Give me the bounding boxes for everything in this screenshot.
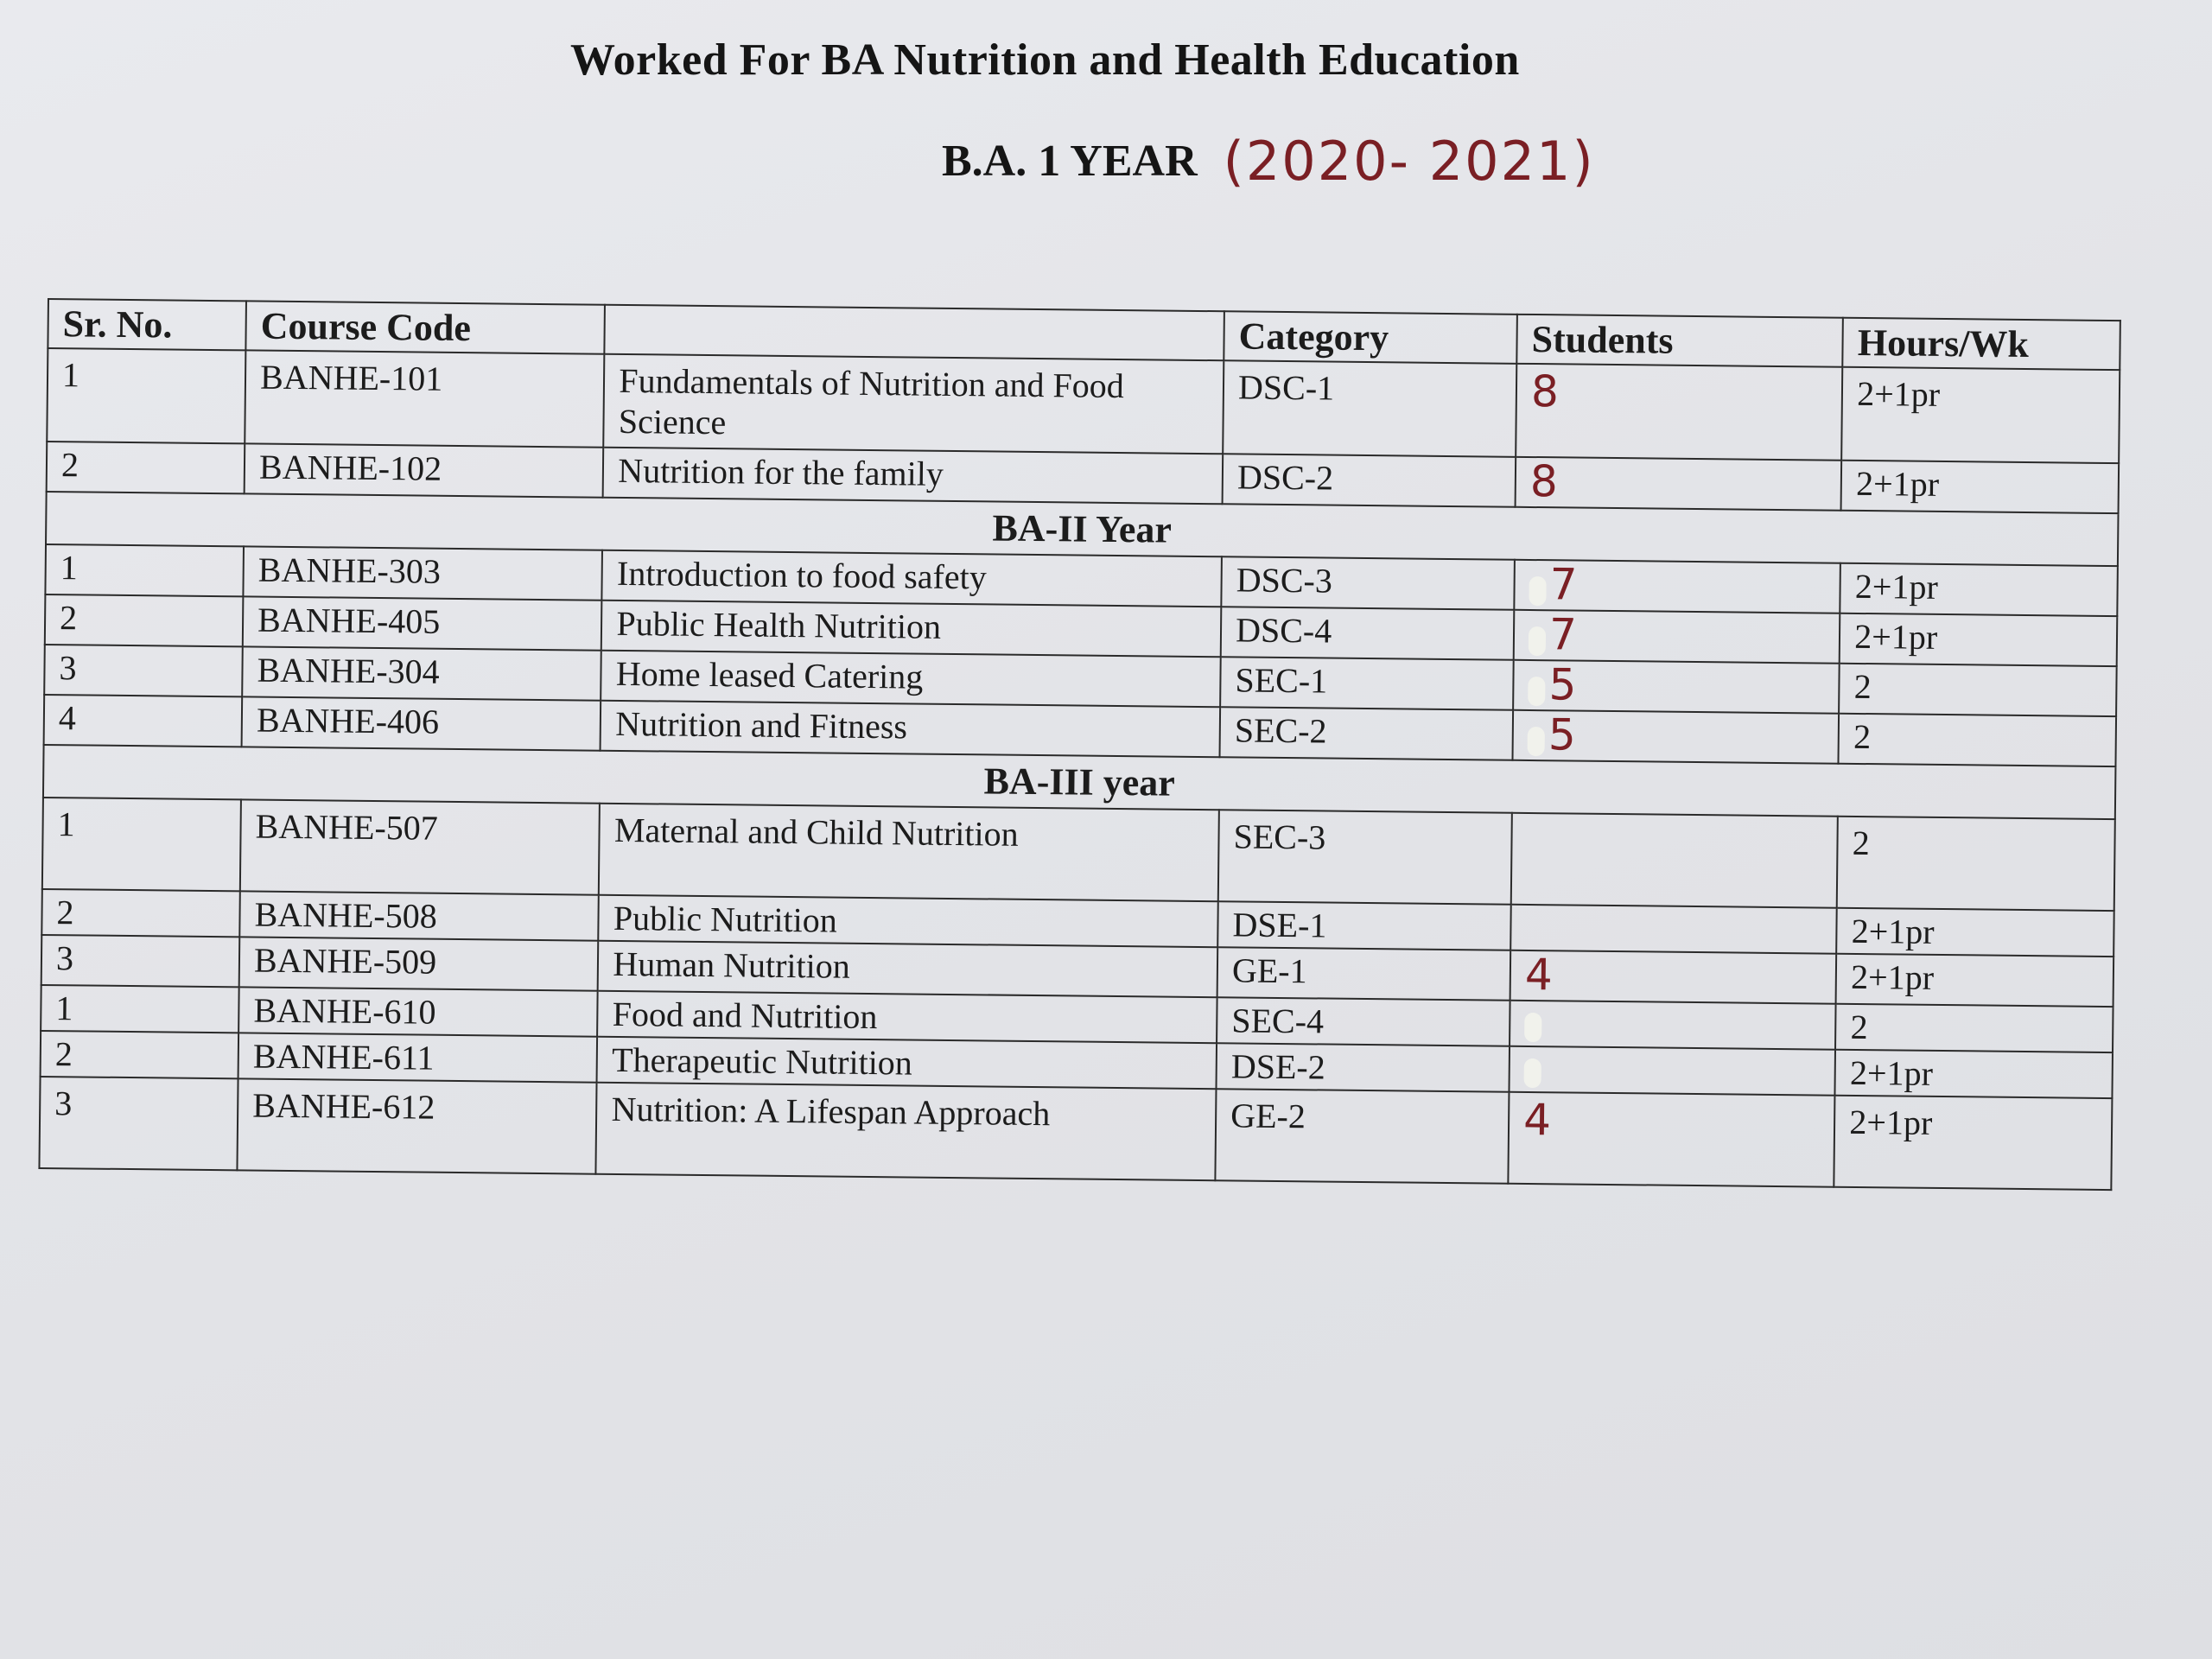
correction-fluid-mark xyxy=(1529,576,1546,606)
hours-cell: 2+1pr xyxy=(1841,367,2120,463)
hours-cell: 2 xyxy=(1837,817,2115,911)
course-title-cell: Public Health Nutrition xyxy=(601,601,1221,658)
section-heading-ba-iii: BA-III year xyxy=(43,745,2116,819)
course-code-cell: BANHE-612 xyxy=(238,1078,597,1173)
students-cell xyxy=(1513,710,1840,764)
hours-cell: 2+1pr xyxy=(1840,563,2118,616)
category-cell: SEC-2 xyxy=(1220,707,1514,760)
students-cell xyxy=(1510,1001,1836,1050)
correction-fluid-mark xyxy=(1528,727,1545,756)
sr-no-cell: 1 xyxy=(42,798,241,891)
students-cell xyxy=(1514,610,1840,664)
hours-cell: 2+1pr xyxy=(1836,954,2113,1007)
category-cell: SEC-4 xyxy=(1217,997,1510,1046)
category-cell: DSE-2 xyxy=(1217,1043,1510,1092)
sr-no-cell: 3 xyxy=(44,645,243,696)
handwritten-students: 4 xyxy=(1522,1094,1552,1146)
subtitle-row xyxy=(942,130,1595,193)
hours-cell: 2 xyxy=(1839,664,2116,716)
handwritten-students: 4 xyxy=(1524,949,1554,1001)
header-course-title xyxy=(605,305,1224,361)
category-cell: GE-2 xyxy=(1215,1089,1509,1184)
course-code-cell: BANHE-101 xyxy=(245,350,604,447)
handwritten-students: 7 xyxy=(1548,609,1578,660)
students-cell xyxy=(1516,364,1842,461)
course-title-cell: Nutrition and Fitness xyxy=(601,701,1220,758)
header-category: Category xyxy=(1224,311,1517,364)
sr-no-cell: 2 xyxy=(41,889,240,937)
course-code-cell: BANHE-405 xyxy=(243,596,602,650)
students-cell xyxy=(1510,905,1837,954)
course-code-cell: BANHE-102 xyxy=(245,443,604,497)
category-cell: DSC-4 xyxy=(1221,607,1515,660)
course-code-cell: BANHE-406 xyxy=(242,696,601,750)
category-cell: GE-1 xyxy=(1217,947,1511,1001)
header-sr-no: Sr. No. xyxy=(48,299,246,350)
category-cell: DSC-1 xyxy=(1223,360,1516,457)
course-code-cell: BANHE-508 xyxy=(239,891,599,940)
hours-cell: 2+1pr xyxy=(1841,461,2119,513)
handwritten-students: 7 xyxy=(1549,559,1578,610)
category-cell: DSC-2 xyxy=(1223,454,1516,507)
correction-fluid-mark xyxy=(1524,1013,1541,1042)
hours-cell: 2 xyxy=(1839,714,2116,766)
course-code-cell: BANHE-507 xyxy=(240,799,600,894)
sr-no-cell: 3 xyxy=(41,935,240,987)
hours-cell: 2+1pr xyxy=(1840,613,2117,666)
course-title-cell: Home leased Catering xyxy=(601,651,1221,708)
handwritten-students: 8 xyxy=(1529,455,1559,507)
correction-fluid-mark xyxy=(1529,626,1546,656)
course-title-cell: Food and Nutrition xyxy=(597,991,1217,1044)
category-cell: DSC-3 xyxy=(1221,556,1515,610)
students-cell xyxy=(1510,1046,1836,1096)
students-cell xyxy=(1508,1092,1834,1187)
header-hours: Hours/Wk xyxy=(1843,318,2120,370)
course-title-cell: Introduction to food safety xyxy=(602,550,1222,607)
course-code-cell: BANHE-304 xyxy=(242,646,601,700)
document-subtitle: B.A. 1 YEAR xyxy=(942,137,1198,186)
course-code-cell: BANHE-509 xyxy=(239,937,599,990)
course-code-cell: BANHE-303 xyxy=(243,546,602,600)
students-cell xyxy=(1511,813,1838,908)
category-cell: SEC-3 xyxy=(1218,810,1512,905)
sr-no-cell: 3 xyxy=(39,1077,238,1170)
course-title-cell: Nutrition: A Lifespan Approach xyxy=(596,1083,1217,1180)
correction-fluid-mark xyxy=(1524,1058,1541,1088)
course-title-cell: Therapeutic Nutrition xyxy=(597,1037,1217,1090)
handwritten-students: 5 xyxy=(1548,709,1577,760)
hours-cell: 2+1pr xyxy=(1834,1096,2113,1190)
course-title-cell: Human Nutrition xyxy=(598,941,1217,998)
course-title-cell: Fundamentals of Nutrition and Food Science xyxy=(604,354,1224,454)
course-title-cell: Maternal and Child Nutrition xyxy=(599,804,1219,901)
header-students: Students xyxy=(1516,315,1843,367)
sr-no-cell: 2 xyxy=(47,442,245,493)
course-title-cell: Public Nutrition xyxy=(599,895,1218,948)
sr-no-cell: 1 xyxy=(45,544,244,596)
section-heading-ba-ii: BA-II Year xyxy=(46,492,2119,566)
handwritten-students: 5 xyxy=(1548,659,1577,710)
sr-no-cell: 2 xyxy=(41,1031,239,1078)
sr-no-cell: 4 xyxy=(44,695,243,747)
hours-cell: 2+1pr xyxy=(1835,1050,2113,1098)
category-cell: SEC-1 xyxy=(1220,657,1514,710)
handwritten-year: (2020- 2021) xyxy=(1223,130,1595,193)
students-cell xyxy=(1510,950,1837,1004)
students-cell xyxy=(1513,660,1840,714)
correction-fluid-mark xyxy=(1528,677,1545,706)
sr-no-cell: 2 xyxy=(45,594,244,646)
hours-cell: 2 xyxy=(1835,1004,2113,1052)
hours-cell: 2+1pr xyxy=(1836,908,2113,957)
header-course-code: Course Code xyxy=(245,301,605,353)
sr-no-cell: 1 xyxy=(47,348,245,443)
sr-no-cell: 1 xyxy=(41,985,239,1033)
course-code-cell: BANHE-610 xyxy=(238,987,598,1036)
course-code-cell: BANHE-611 xyxy=(238,1033,598,1082)
course-table xyxy=(38,298,2120,1191)
category-cell: DSE-1 xyxy=(1217,901,1511,950)
document-title: Worked For BA Nutrition and Health Education xyxy=(570,35,1520,85)
students-cell xyxy=(1514,560,1840,613)
handwritten-students: 8 xyxy=(1530,365,1560,417)
course-title-cell: Nutrition for the family xyxy=(603,448,1223,505)
students-cell xyxy=(1516,457,1842,511)
